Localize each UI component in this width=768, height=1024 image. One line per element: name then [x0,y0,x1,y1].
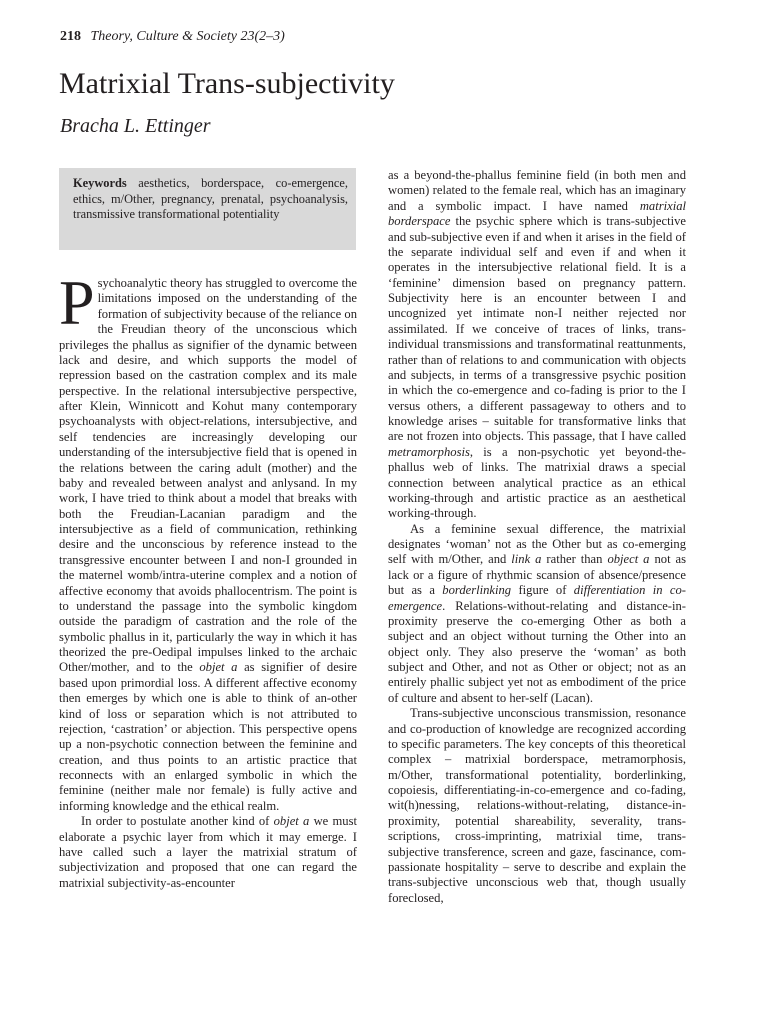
running-head [60,28,285,46]
drop-cap: P [59,267,95,338]
body-column-right [388,168,686,906]
paragraph-text: In order to postulate another kind of [81,814,270,829]
emphasis: objet a [199,660,238,675]
paragraph [388,168,686,522]
paragraph-text: we must elaborate a psychic layer from which it may emerge. I have called such a layer the matrixial stratum of subjectivization and proposed that one can regard the matrixial subjectivity-as-encounter [59,814,357,890]
emphasis: differentiation in co-emergence [388,583,686,613]
keywords-label: Keywords [73,176,127,190]
paragraph [59,267,357,814]
emphasis: objet a [273,814,310,829]
page-number: 218 [60,29,81,44]
emphasis: link a [511,552,542,567]
article-author: Bracha L. Ettinger [60,115,211,137]
paragraph-text: As a feminine sexual difference, the matrixial designates ‘woman’ not as the Other but as co-emerging self with m/Other, and [388,521,686,567]
paragraph-text: sychoanalytic theory has struggled to overcome the limitations imposed on the understanding of the formation of subjectivity because of the reliance on the Freudian theory of the unconscious which privileges the phallus as signifier of the dynamic between lack and desire, and which supports the model of repression based on the castration complex and its male perspective. In the relational intersubjective perspective, after Klein, Winnicott and Kohut many contemporary psychoanalysts with object-relations, intersubjective, and self tendencies are increasingly developing our understanding of the intersubjective field that is opened in the relations between the caring adult (mother) and the baby and revealed between analyst and anlysand. In my work, I have tried to think about a model that breaks with both the Freudian-Lacanian paradigm and the intersubjective as a field of communication, rethinking desire and the unconscious by reference instead to the transgressive encounter between I and non-I grounded in the maternel womb/intra-uterine complex and a notion of affective economy that avoids phallocentrism. The point is to understand the passage into the symbolic kingdom outside the paradigm of castration and the role of the symbolic phallus in it, particularly the way in which it has theorized the pre-Oedipal impulses linked to the archaic Other/mother, and to the [59,276,357,675]
paragraph [388,522,686,707]
body-column-left [59,267,357,891]
journal-citation: Theory, Culture & Society 23(2–3) [90,29,285,44]
paragraph-text: as signifier of desire based upon primordial loss. A different affective economy then emerges by which one is able to think of an-other kind of loss or separation which is not attributed to rejection, ‘castration’ or abjection. This perspective opens up a non-psychotic connection between the feminine and creation, and thus points to an artistic practice that reconnects with an enlarged symbolic in which the feminine (neither male nor female) is fully active and informing knowledge and the ethical realm. [59,660,357,813]
paragraph-text: rather than [546,552,603,567]
keywords-box [59,168,356,250]
emphasis: borderlinking [442,583,512,598]
paragraph-text: , is a non-psychotic yet beyond-the-phallus web of links. The matrixial draws a special connection between analytical practice as an ethical working-through and artistic practice as an aesthetical working-through. [388,444,686,521]
emphasis: matrixial borderspace [388,198,686,229]
paragraph-text: not as lack or a figure of rhythmic scansion of absence/presence but as a [388,552,687,598]
emphasis: metramorphosis [388,444,470,459]
paragraph [59,814,357,891]
emphasis: object a [607,552,650,567]
keywords-list: aesthetics, borderspace, co-emergence, ethics, m/Other, pregnancy, prenatal, psychoanalysis, transmissive transformational potentiality [73,176,348,222]
paragraph-text: figure of [518,583,567,598]
paragraph: Trans-subjective unconscious transmission, resonance and co-production of knowledge are recognized according to specific parameters. The key concepts of this theoretical complex – matrixial borderspace, metramorphosis, m/Other, transformational potentiality, borderlinking, copoiesis, differentiating-in-co-emergence and co-fading, wit(h)nessing, relations-without-relating, distance-in-proximity, potential shareability, severality, trans-scriptions, cross-imprinting, matrixial time, trans-subjective transference, screen and gaze, fascinance, com-passionate hospitality – serve to describe and explain the trans-subjective unconscious web that, though usually foreclosed, [388,706,686,905]
paragraph-text: the psychic sphere which is trans-subjective and sub-subjective even if and when it arises in the field of the separate individual self and even if and when it operates in the intersubjective relational field. It is a ‘feminine’ dimension based on pregnancy pattern. Subjectivity here is an encounter between I and uncognized yet intimate non-I neither rejected nor assimilated. If we conceive of traces of links, trans-individual transmissions and transformatinal reattunments, rather than of relations to and communication with objects and subjects, in terms of a transgressive psychic position in which the co-emergence and co-fading is prior to the I versus others, a different passageway to others and to knowledge arises – suitable for transformative links that are not frozen into objects. This passage, that I have called [388,214,686,444]
paragraph-text: . Relations-without-relating and distance-in-proximity preserve the co-emerging Other as both a subject and an object without turning the Other into an object only. They also preserve the ‘woman’ as both subject and Other, and not as Other or object; not as an entirely phallic subject yet not as embodiment of the price of culture and absent to her-self (Lacan). [388,598,686,705]
article-title: Matrixial Trans-subjectivity [59,67,395,100]
paragraph-text: as a beyond-the-phallus feminine field (in both men and women) related to the female real, which has an imaginary and a symbolic impact. I have named [388,168,686,213]
